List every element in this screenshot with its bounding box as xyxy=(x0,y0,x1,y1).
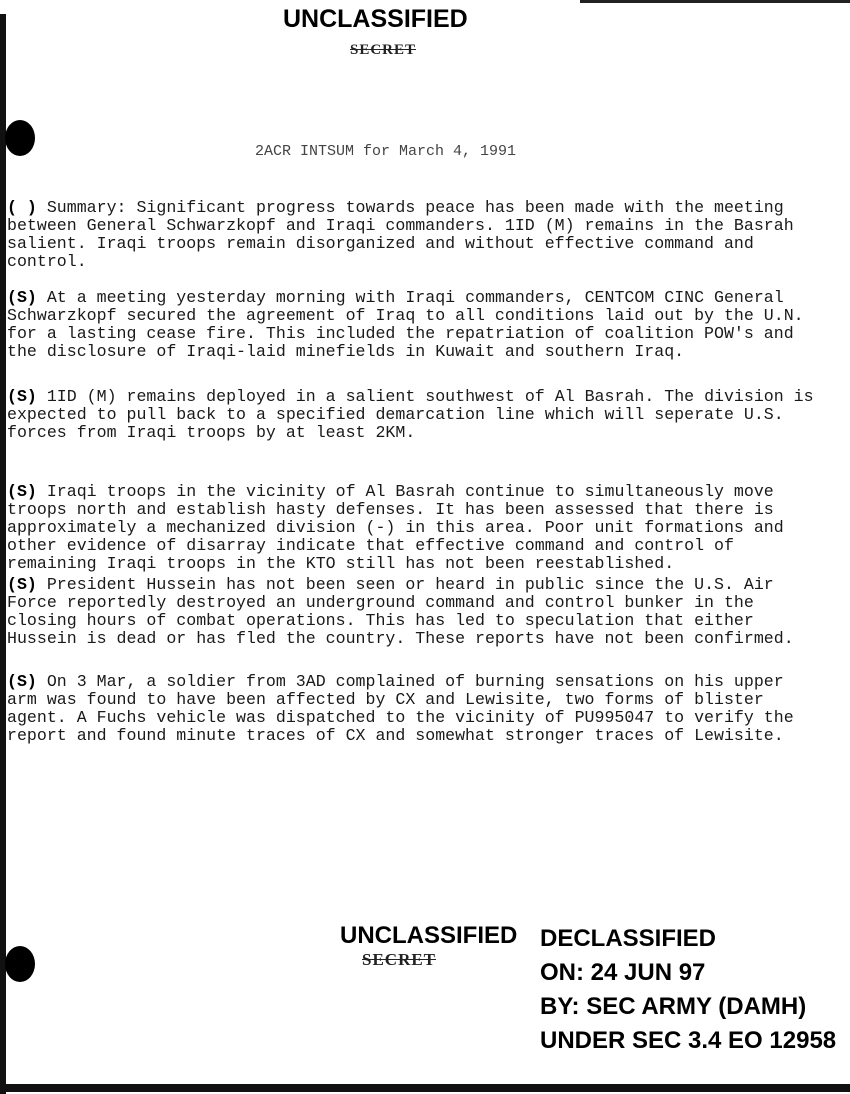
paragraph-text: President Hussein has not been seen or heard in public since the U.S. Air Force reportedly destroyed an underground command and control bunker in the closing hours of combat operations. This has led to speculation that either Hussein is dead or has fled the country. These reports have not been confirmed. xyxy=(7,575,794,648)
paragraph-text: Iraqi troops in the vicinity of Al Basrah continue to simultaneously move troops north and establish hasty defenses. It has been assessed that there is approximately a mechanized division (-) in this area. Poor unit formations and other evidence of disarray indicate that effective command and control of remaining Iraqi troops in the KTO still has not been reestablished. xyxy=(7,482,794,573)
declassified-label: DECLASSIFIED xyxy=(540,925,717,952)
declassification-stamp xyxy=(540,922,836,1058)
footer-struck-marking: SECRET xyxy=(362,950,437,969)
classification-mark: (S) xyxy=(7,672,37,691)
paragraph xyxy=(7,483,817,573)
paragraph xyxy=(7,289,817,361)
scan-edge-top xyxy=(580,0,850,3)
scan-edge-left xyxy=(0,14,6,1094)
declassified-by: BY: SEC ARMY (DAMH) xyxy=(540,993,807,1020)
punch-hole-icon xyxy=(5,946,35,982)
paragraph-text: Summary: Significant progress towards peace has been made with the meeting between General Schwarzkopf and Iraqi commanders. 1ID (M) remains in the Basrah salient. Iraqi troops remain disorganized and without effective command and control. xyxy=(7,198,804,271)
paragraph xyxy=(7,673,817,745)
classification-mark: (S) xyxy=(7,288,37,307)
classification-mark: (S) xyxy=(7,387,37,406)
paragraph-text: At a meeting yesterday morning with Iraqi commanders, CENTCOM CINC General Schwarzkopf secured the agreement of Iraq to all conditions laid out by the U.N. for a lasting cease fire. This included the repatriation of coalition POW's and the disclosure of Iraqi-laid minefields in Kuwait and southern Iraq. xyxy=(7,288,814,361)
declassified-date: ON: 24 JUN 97 xyxy=(540,959,706,986)
classification-mark: (S) xyxy=(7,482,37,501)
footer-classification: UNCLASSIFIED xyxy=(340,922,518,949)
paragraph-summary xyxy=(7,199,817,271)
classification-mark: (S) xyxy=(7,575,37,594)
paragraph-text: 1ID (M) remains deployed in a salient southwest of Al Basrah. The division is expected to pull back to a specified demarcation line which will seperate U.S. forces from Iraqi troops by at least 2KM. xyxy=(7,387,824,442)
header-struck-marking: SECRET xyxy=(350,42,417,58)
paragraph xyxy=(7,387,824,442)
declassified-authority: UNDER SEC 3.4 EO 12958 xyxy=(540,1027,837,1054)
header-classification: UNCLASSIFIED xyxy=(283,5,468,33)
paragraph-text: On 3 Mar, a soldier from 3AD complained of burning sensations on his upper arm was found to have been affected by CX and Lewisite, two forms of blister agent. A Fuchs vehicle was dispatched to the vicinity of PU995047 to verify the report and found minute traces of CX and somewhat stronger traces of Lewisite. xyxy=(7,672,804,745)
paragraph xyxy=(7,576,817,648)
punch-hole-icon xyxy=(5,120,35,156)
classification-mark: ( ) xyxy=(7,198,37,217)
document-title: 2ACR INTSUM for March 4, 1991 xyxy=(255,143,517,160)
scan-edge-bottom xyxy=(0,1084,850,1092)
